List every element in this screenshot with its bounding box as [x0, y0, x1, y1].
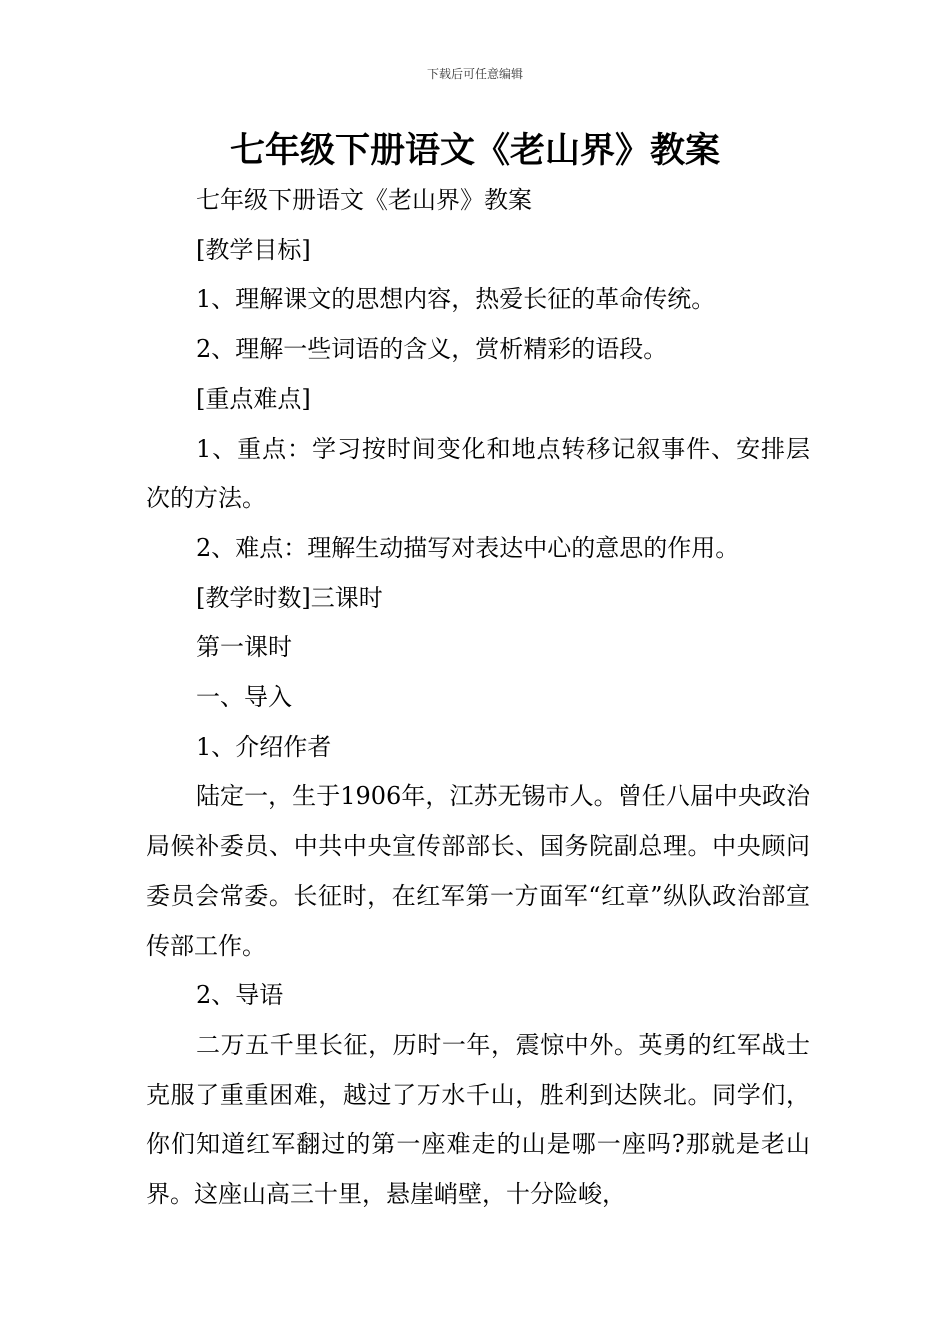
paragraph-author-bio: 陆定一，生于1906年，江苏无锡市人。曾任八届中央政治局候补委员、中共中央宣传部部长、国务院副总理。中央顾问委员会常委。长征时，在红军第一方面军“红章”纵队政治部宣传部工作。 [146, 782, 810, 960]
paragraph-lead-heading: 2、导语 [196, 981, 284, 1010]
document-body [146, 176, 810, 1220]
document-title: 七年级下册语文《老山界》教案 [229, 130, 720, 171]
paragraph-goal-1: 1、理解课文的思想内容，热爱长征的革命传统。 [196, 285, 716, 314]
paragraph-lesson-1: 第一课时 [196, 633, 292, 662]
paragraph-keypoint-2: 2、难点：理解生动描写对表达中心的意思的作用。 [196, 533, 740, 562]
paragraph-goal-2: 2、理解一些词语的含义，赏析精彩的语段。 [196, 335, 668, 364]
paragraph-lead-text: 二万五千里长征，历时一年，震惊中外。英勇的红军战士克服了重重困难，越过了万水千山，胜利到达陕北。同学们，你们知道红军翻过的第一座难走的山是哪一座吗?那就是老山界。这座山高三十里，悬崖峭壁，十分险峻， [146, 1030, 810, 1209]
paragraph-author-heading: 1、介绍作者 [196, 732, 332, 761]
paragraph-subtitle: 七年级下册语文《老山界》教案 [196, 186, 532, 214]
paragraph-section-hours: [教学时数]三课时 [196, 583, 383, 612]
paragraph-keypoint-1: 1、重点：学习按时间变化和地点转移记叙事件、安排层次的方法。 [146, 434, 810, 513]
header-note: 下载后可任意编辑 [426, 67, 523, 81]
paragraph-section-keypoints: [重点难点] [196, 384, 311, 413]
paragraph-intro-heading: 一、导入 [196, 683, 292, 712]
paragraph-section-goals: [教学目标] [196, 235, 311, 264]
